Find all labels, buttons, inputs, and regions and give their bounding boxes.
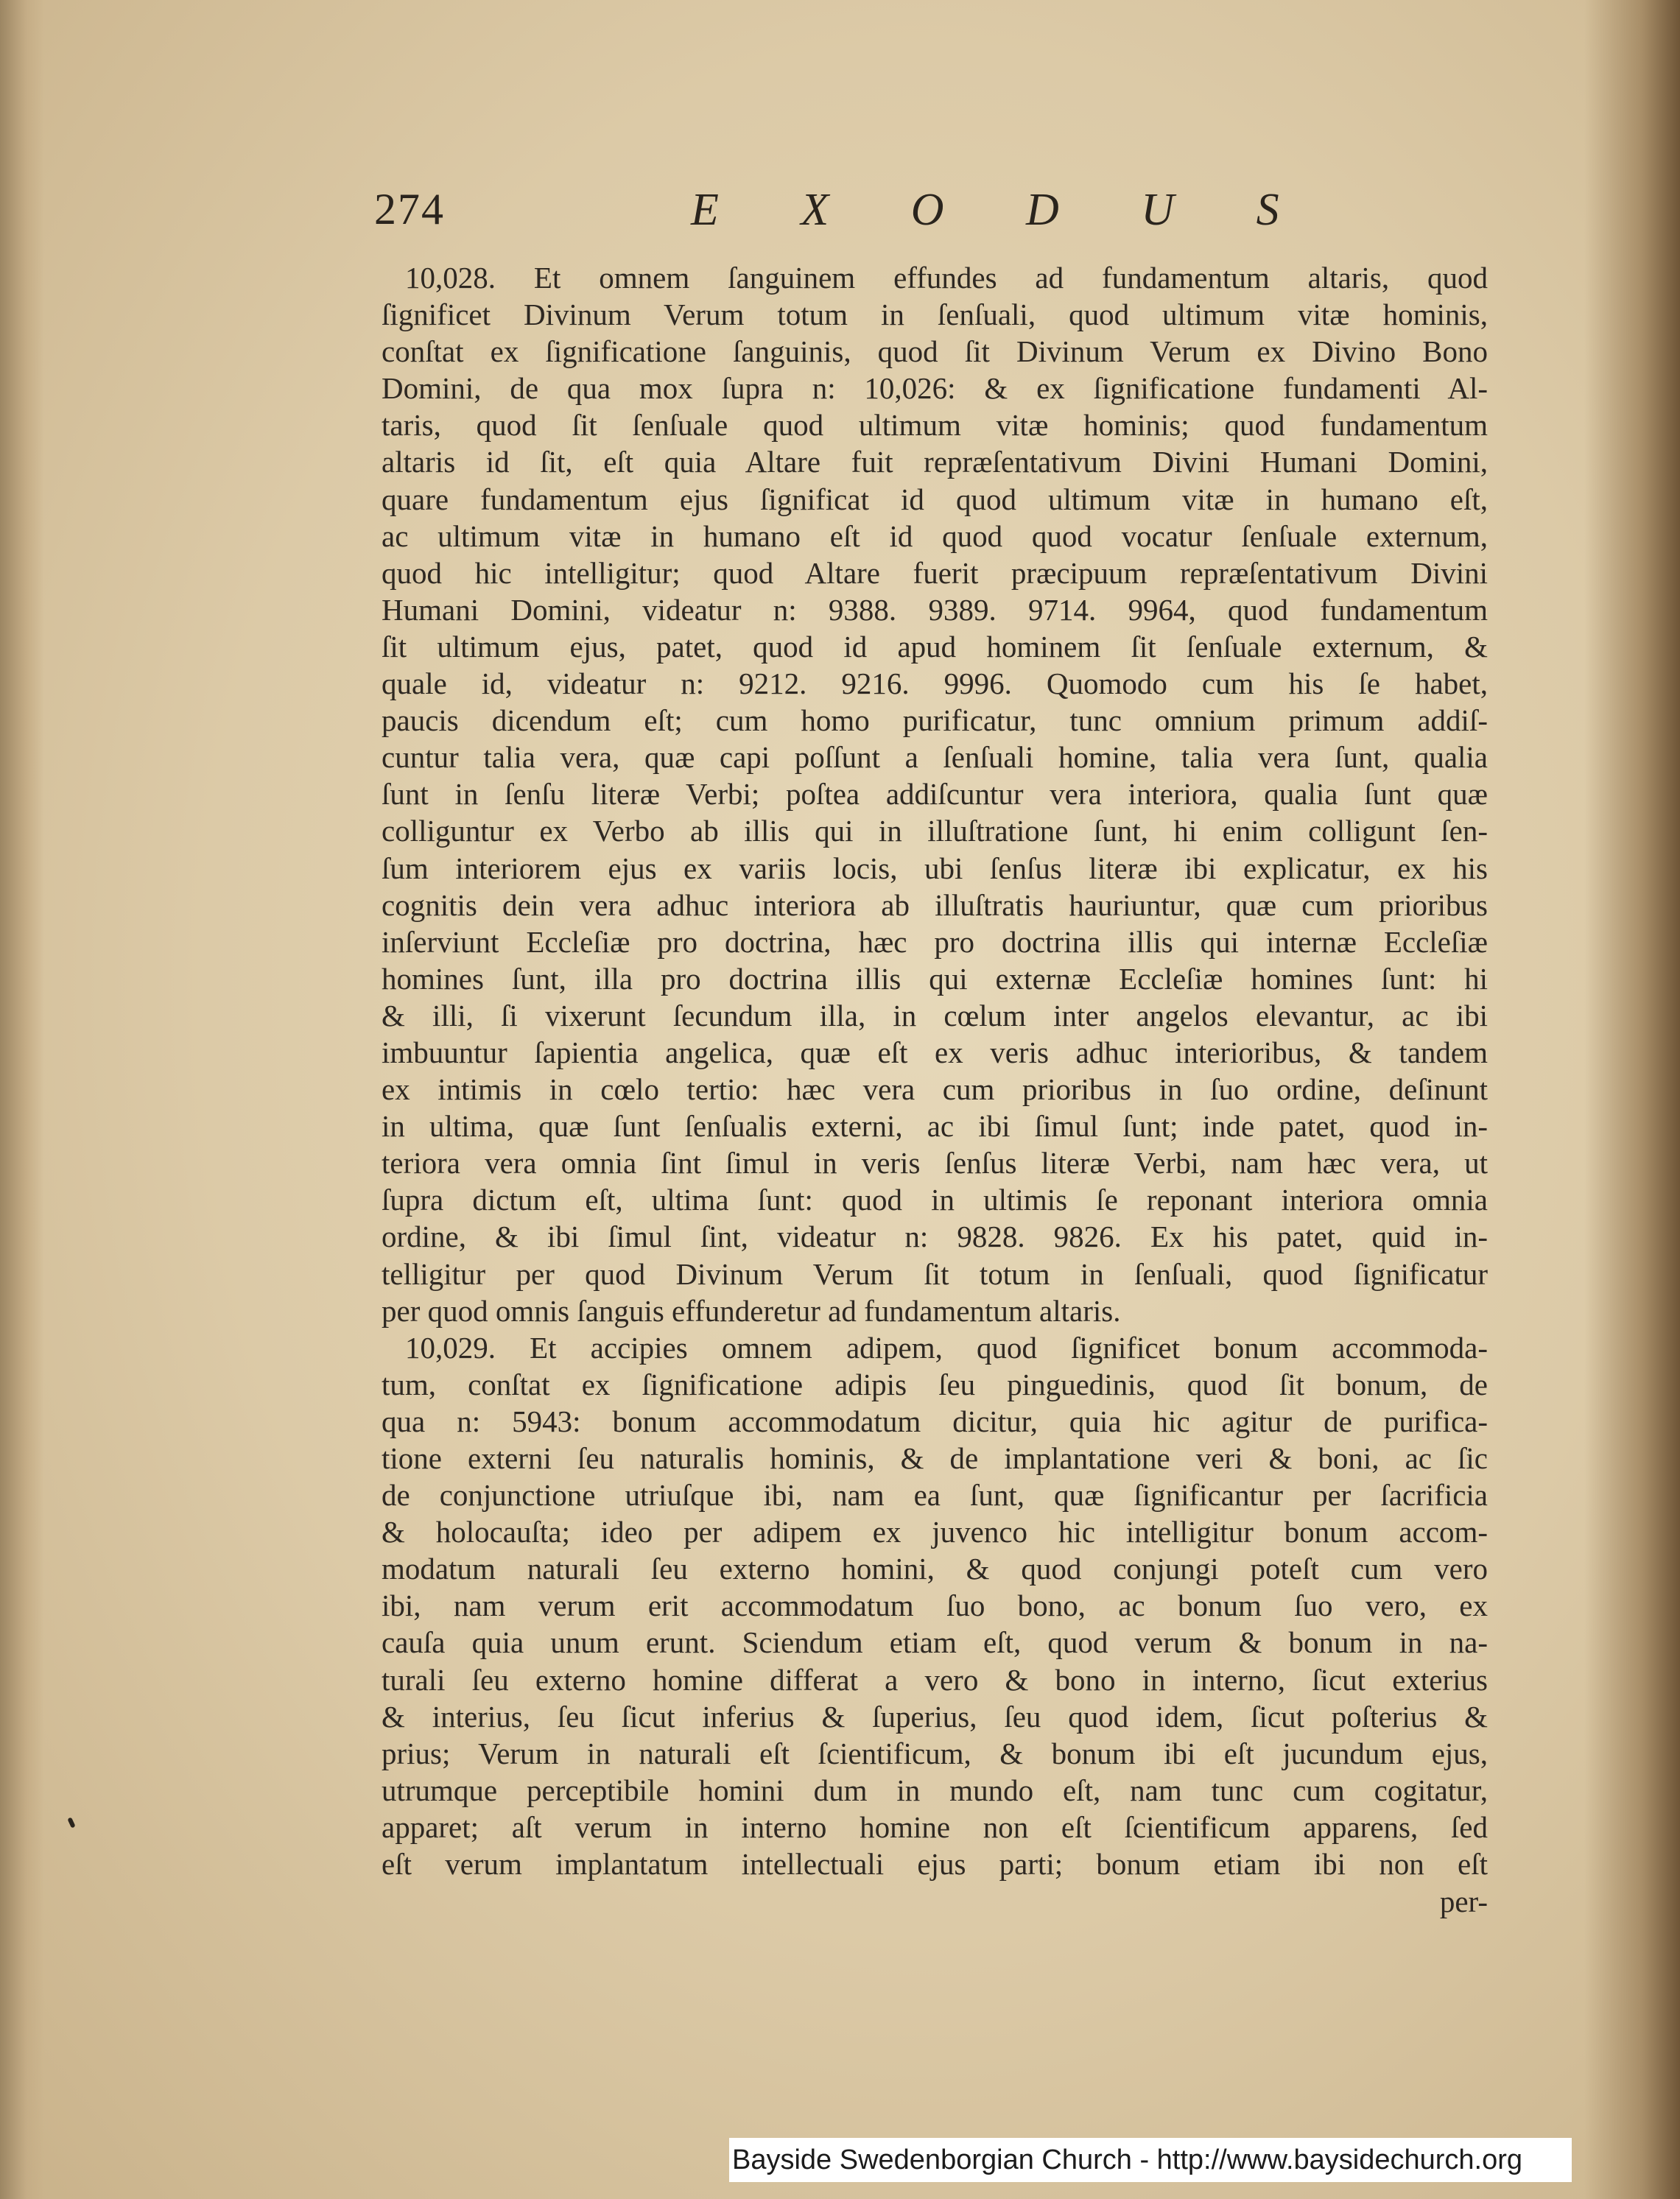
page-right-edge-shadow bbox=[1584, 0, 1680, 2199]
text-line: teriora vera omnia ſint ſimul in veris ſenſus literæ Verbi, nam hæc vera, ut bbox=[382, 1146, 1488, 1181]
text-line: quare fundamentum ejus ſignificat id quod ultimum vitæ in humano eſt, bbox=[382, 482, 1488, 516]
text-line: & interius, ſeu ſicut inferius & ſuperius, ſeu quod idem, ſicut poſterius & bbox=[382, 1699, 1488, 1734]
text-line: in ultima, quæ ſunt ſenſualis externi, ac ibi ſimul ſunt; inde patet, quod in- bbox=[382, 1109, 1488, 1144]
text-line: utrumque perceptibile homini dum in mundo eſt, nam tunc cum cogitatur, bbox=[382, 1773, 1488, 1807]
text-line: quod hic intelligitur; quod Altare fuerit præcipuum repræſentativum Divini bbox=[382, 555, 1488, 590]
text-line: ſupra dictum eſt, ultima ſunt: quod in ultimis ſe reponant interiora omnia bbox=[382, 1183, 1488, 1217]
text-line: ſunt in ſenſu literæ Verbi; poſtea addiſcuntur vera interiora, qualia ſunt quæ bbox=[382, 777, 1488, 812]
text-line: altaris id ſit, eſt quia Altare fuit repræſentativum Divini Humani Domini, bbox=[382, 445, 1488, 479]
text-line: 10,028. Et omnem ſanguinem effundes ad fundamentum altaris, quod bbox=[405, 261, 1488, 295]
text-line: quale id, videatur n: 9212. 9216. 9996. Quomodo cum his ſe habet, bbox=[382, 666, 1488, 701]
running-title: E X O D U S bbox=[691, 185, 1315, 235]
text-line: colliguntur ex Verbo ab illis qui in illuſtratione ſunt, hi enim colligunt ſen- bbox=[382, 814, 1488, 848]
text-line: cognitis dein vera adhuc interiora ab illuſtratis hauriuntur, quæ cum prioribus bbox=[382, 887, 1488, 922]
watermark-banner: Bayside Swedenborgian Church - http://www.baysidechurch.org bbox=[729, 2138, 1572, 2182]
text-line: de conjunctione utriuſque ibi, nam ea ſunt, quæ ſignificantur per ſacrificia bbox=[382, 1478, 1488, 1513]
text-line: conſtat ex ſignificatione ſanguinis, quod ſit Divinum Verum ex Divino Bono bbox=[382, 334, 1488, 369]
text-line: per quod omnis ſanguis effunderetur ad fundamentum altaris. bbox=[382, 1293, 1121, 1328]
text-line: 10,029. Et accipies omnem adipem, quod ſignificet bonum accommoda- bbox=[405, 1330, 1488, 1365]
text-line: cauſa quia unum erunt. Sciendum etiam eſt, quod verum & bonum in na- bbox=[382, 1625, 1488, 1660]
catchword: per- bbox=[1439, 1885, 1488, 1918]
text-line: Domini, de qua mox ſupra n: 10,026: & ex ſignificatione fundamenti Al- bbox=[382, 371, 1488, 406]
text-line: prius; Verum in naturali eſt ſcientificum, & bonum ibi eſt jucundum ejus, bbox=[382, 1736, 1488, 1770]
text-line: & holocauſta; ideo per adipem ex juvenco hic intelligitur bonum accom- bbox=[382, 1515, 1488, 1549]
text-line: imbuuntur ſapientia angelica, quæ eſt ex veris adhuc interioribus, & tandem bbox=[382, 1035, 1488, 1069]
page-number: 274 bbox=[374, 185, 445, 233]
text-line: ſit ultimum ejus, patet, quod id apud hominem ſit ſenſuale externum, & bbox=[382, 629, 1488, 664]
text-line: taris, quod ſit ſenſuale quod ultimum vitæ hominis; quod fundamentum bbox=[382, 408, 1488, 443]
text-line: telligitur per quod Divinum Verum ſit totum in ſenſuali, quod ſignificatur bbox=[382, 1256, 1488, 1291]
text-line: ex intimis in cœlo tertio: hæc vera cum prioribus in ſuo ordine, deſinunt bbox=[382, 1072, 1488, 1107]
text-line: cuntur talia vera, quæ capi poſſunt a ſenſuali homine, talia vera ſunt, qualia bbox=[382, 740, 1488, 775]
text-line: paucis dicendum eſt; cum homo purificatur, tunc omnium primum addiſ- bbox=[382, 703, 1488, 738]
text-line: & illi, ſi vixerunt ſecundum illa, in cœlum inter angelos elevantur, ac ibi bbox=[382, 998, 1488, 1032]
text-line: tione externi ſeu naturalis hominis, & de implantatione veri & boni, ac ſic bbox=[382, 1441, 1488, 1475]
text-line: qua n: 5943: bonum accommodatum dicitur, quia hic agitur de purifica- bbox=[382, 1404, 1488, 1438]
text-line: ordine, & ibi ſimul ſint, videatur n: 9828. 9826. Ex his patet, quid in- bbox=[382, 1220, 1488, 1254]
page-header bbox=[374, 184, 1488, 250]
text-line: Humani Domini, videatur n: 9388. 9389. 9714. 9964, quod fundamentum bbox=[382, 592, 1488, 627]
text-line: eſt verum implantatum intellectuali ejus parti; bonum etiam ibi non eſt bbox=[382, 1847, 1488, 1882]
body-text bbox=[382, 259, 1488, 1882]
page-left-edge-shadow bbox=[0, 0, 44, 2199]
text-line: ſignificet Divinum Verum totum in ſenſuali, quod ultimum vitæ hominis, bbox=[382, 298, 1488, 332]
text-line: homines ſunt, illa pro doctrina illis qui externæ Eccleſiæ homines ſunt: hi bbox=[382, 961, 1488, 996]
text-line: turali ſeu externo homine differat a vero & bono in interno, ſicut exterius bbox=[382, 1662, 1488, 1697]
text-line: ſum interiorem ejus ex variis locis, ubi ſenſus literæ ibi explicatur, ex his bbox=[382, 851, 1488, 885]
text-line: ac ultimum vitæ in humano eſt id quod quod vocatur ſenſuale externum, bbox=[382, 518, 1488, 553]
text-line: tum, conſtat ex ſignificatione adipis ſeu pinguedinis, quod ſit bonum, de bbox=[382, 1367, 1488, 1401]
text-line: apparet; aſt verum in interno homine non eſt ſcientificum apparens, ſed bbox=[382, 1809, 1488, 1844]
text-line: ibi, nam verum erit accommodatum ſuo bono, ac bonum ſuo vero, ex bbox=[382, 1588, 1488, 1623]
text-line: modatum naturali ſeu externo homini, & quod conjungi poteſt cum vero bbox=[382, 1552, 1488, 1586]
text-line: inſerviunt Eccleſiæ pro doctrina, hæc pro doctrina illis qui internæ Eccleſiæ bbox=[382, 924, 1488, 959]
